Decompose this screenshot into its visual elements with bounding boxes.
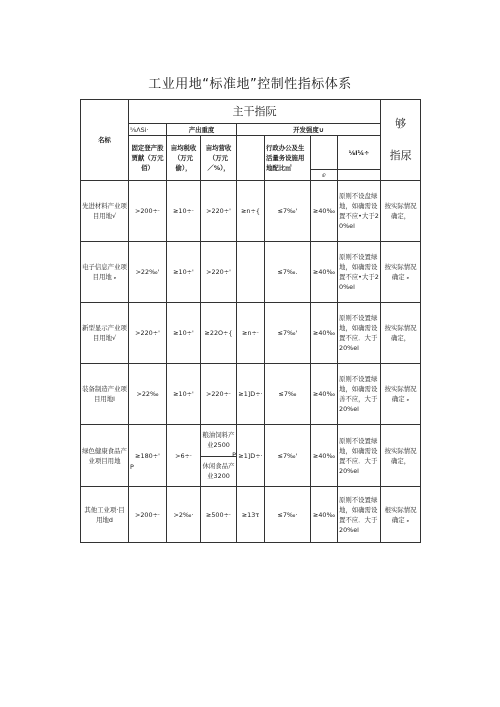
row-admin: ≤7‰' (265, 181, 311, 242)
table-row (81, 181, 421, 242)
row-invest: >22‰' (129, 242, 167, 303)
row-tax: >6÷· (167, 425, 201, 487)
row-name: 其他工业项·目用地d (81, 487, 129, 543)
row-tax: ≥10÷' (167, 364, 201, 425)
row-revenue (201, 425, 237, 487)
main-indicator-header: 主干指阮 (129, 100, 381, 124)
row-green: ≥40‰ (311, 487, 338, 543)
table-row (81, 242, 421, 303)
col-invest-header: 固定登产股贾献（万元佰） (129, 136, 167, 181)
row-invest: >200÷· (129, 487, 167, 543)
col-tax-header: 亩均税收（万元偷）， (167, 136, 201, 181)
document-title: 工业用地“标准地”控制性指标体系 (148, 77, 352, 92)
indicator-header: 名标 (81, 100, 129, 181)
row-admin: ≤7‰· (265, 487, 311, 543)
row-note: 按实际情况确定 ₑ (381, 242, 421, 303)
group-develop-header: 开发强度∪ (237, 124, 381, 136)
row-revenue-grain: 粮油饲料产业2500 (202, 431, 235, 449)
side-header (381, 100, 421, 181)
indicator-table (80, 99, 421, 543)
table-row (81, 425, 421, 487)
side-header-bottom: 指尿 (389, 149, 412, 162)
row-green: ≥40‰ (311, 303, 338, 364)
row-rule: 原则不设置绿地，如确需设置不应•大于20%el (338, 242, 381, 303)
row-rule: 原则不设盘绿地，如确需设置不应•大于20%el (338, 181, 381, 242)
row-invest-mark: P (130, 463, 134, 471)
row-name: 电子信息产业项目用地 ₑ (81, 242, 129, 303)
row-plot: ≥n÷· (237, 303, 265, 364)
group-output-header: 产出重度 (167, 124, 237, 136)
row-revenue: >220÷' (201, 181, 237, 242)
row-note: 按实际情况确定， (381, 303, 421, 364)
row-invest: >22‰ (129, 364, 167, 425)
col-frac-header: ⅛l¼÷ (338, 136, 381, 170)
row-revenue: ≥500÷· (201, 487, 237, 543)
row-note: 按实际情况确定， (381, 425, 421, 487)
row-admin: ≤7‰' (265, 425, 311, 487)
col-rule-header (338, 170, 381, 181)
row-rule: 原则不设置绿地，如确需设善不应，大于20%el (338, 364, 381, 425)
row-tax: ≥10÷' (167, 242, 201, 303)
row-revenue: ≥22O÷{ (201, 303, 237, 364)
row-plot: ≥13τ (237, 487, 265, 543)
row-admin: ≤7‰ (265, 364, 311, 425)
row-plot: ≥n÷{ (237, 181, 265, 242)
row-invest: >200÷· (129, 181, 167, 242)
row-invest: >220÷' (129, 303, 167, 364)
row-revenue: >220÷' (201, 242, 237, 303)
col-sym-header (311, 136, 338, 170)
col-green-header: ⅇ (311, 170, 338, 181)
row-green: ≥40‰ (311, 425, 338, 487)
row-admin: ≤7‰. (265, 242, 311, 303)
row-rule: 原则不设置绿地，如确需设置不应．大于20%el (338, 425, 381, 487)
row-green: ≥40‰ (311, 181, 338, 242)
row-name: 先进材料产业项目用地√ (81, 181, 129, 242)
row-rule: 原则不设置绿地，如确需设置不应．大于20%el (338, 303, 381, 364)
row-plot (237, 242, 265, 303)
row-name: 装备制造产业项目用地l (81, 364, 129, 425)
table-row (81, 487, 421, 543)
row-tax: >2‰· (167, 487, 201, 543)
row-tax: ≥10÷' (167, 303, 201, 364)
row-plot: ≥1]D÷· (237, 364, 265, 425)
group-invest-header: ⅝ΛSi· (129, 124, 167, 136)
row-tax: ≥10÷· (167, 181, 201, 242)
col-revenue-header: 亩均营收（万元／%）， (201, 136, 237, 181)
row-note: 按实际情况确定 ₑ (381, 364, 421, 425)
row-note: 按实际情况确定， (381, 181, 421, 242)
table-row (81, 303, 421, 364)
row-revenue-snack: 休闲食品产业3200 (201, 456, 236, 481)
row-revenue: >220÷· (201, 364, 237, 425)
side-header-top: 够 (395, 117, 407, 130)
row-revenue-mark: P (232, 451, 236, 459)
row-note: 根实际情况确定 ₑ (381, 487, 421, 543)
col-admin-header: 行政办公及生活量务设施用地配比㎡ (265, 136, 311, 181)
row-rule: 原则不设置绿地，如确需设置不应．大于20%el (338, 487, 381, 543)
row-plot: ≥1]D÷· (237, 425, 265, 487)
row-invest (129, 425, 167, 487)
col-plot-header (237, 136, 265, 181)
row-admin: ≤7‰' (265, 303, 311, 364)
table-row (81, 364, 421, 425)
row-name: 绿色健康食品产业项目用地 (81, 425, 129, 487)
row-invest-value: ≥180÷' (135, 451, 160, 460)
row-green: ≥40‰ (311, 364, 338, 425)
row-green: ≥40‰ (311, 242, 338, 303)
row-name: 新型显示产业项目用地√ (81, 303, 129, 364)
